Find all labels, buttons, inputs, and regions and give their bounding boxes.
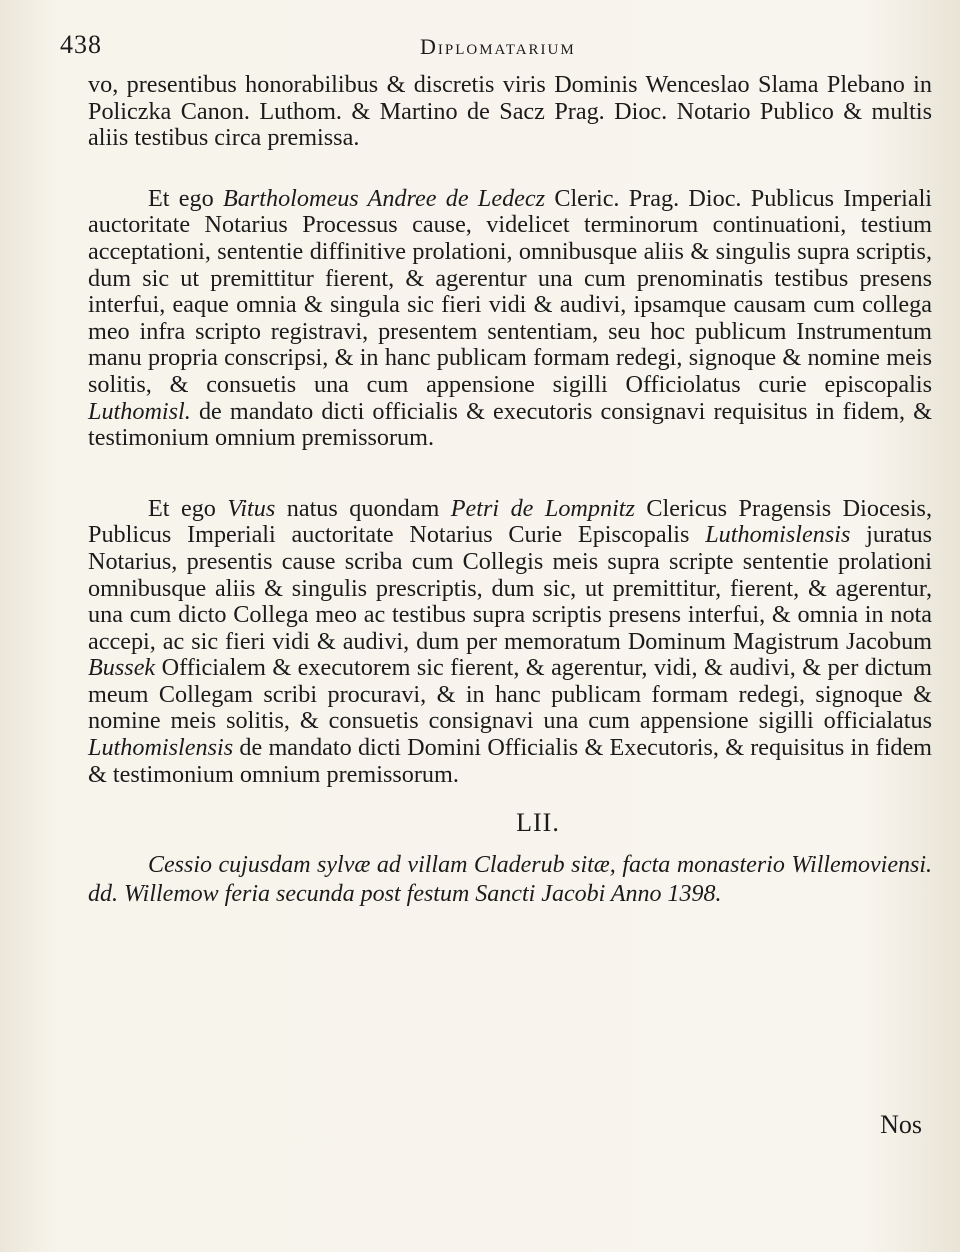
section-number: LII. bbox=[516, 808, 560, 838]
page-number: 438 bbox=[60, 30, 102, 59]
section-summary: Cessio cujusdam sylvæ ad villam Claderub sitæ, facta monasterio Willemoviensi. dd. Willemow feria secunda post festum Sancti Jacobi Anno 1398. bbox=[88, 851, 932, 907]
page-body bbox=[88, 72, 932, 909]
person-name: Bussek bbox=[88, 654, 156, 682]
notary-name: Vitus bbox=[227, 494, 276, 522]
place-name: Luthomislensis bbox=[705, 521, 851, 549]
place-name: Luthomislensis bbox=[88, 734, 234, 762]
paragraph-3: Et ego Vitus natus quondam Petri de Lompnitz Clericus Pragensis Diocesis, Publicus Imperiali auctoritate Notarius Curie Episcopalis Luthomislensis juratus Notarius, presentis cause scriba cum Collegis meis supra scripte sententie prolationi omnibusque aliis & singulis prescriptis, dum sic, ut premittitur, fierent, & agerentur, una cum dicto Collega meo ac testibus supra scriptis presens interfui, & omnia in nota accepi, ac sic fieri vidi & audivi, dum per memoratum Dominum Magistrum Jacobum Bussek Officialem & executorem sic fierent, & agerentur, vidi, & audivi, & per dictum meum Collegam scribi procuravi, & in hanc publicam formam redegi, signoque & nomine meis solitis, & consuetis consignavi una cum appensione sigilli officialatus Luthomislensis de mandato dicti Domini Officialis & Executoris, & requisitus in fidem & testimonium omnium premissorum. bbox=[88, 494, 933, 788]
catchword: Nos bbox=[880, 1110, 922, 1139]
page-header bbox=[60, 30, 930, 66]
paragraph-1: vo, presentibus honorabilibus & discretis viris Dominis Wenceslao Slama Plebano in Policzka Canon. Luthom. & Martino de Sacz Prag. Dioc. Notario Publico & multis aliis testibus circa premissa. bbox=[88, 71, 932, 152]
father-name: Petri de Lompnitz bbox=[450, 494, 635, 522]
place-name: Luthomisl. bbox=[88, 397, 191, 425]
notary-name: Bartholomeus Andree de Ledecz bbox=[222, 184, 546, 212]
running-head: Diplomatarium bbox=[420, 34, 576, 59]
paragraph-2: Et ego Bartholomeus Andree de Ledecz Cleric. Prag. Dioc. Publicus Imperiali auctoritate Notarius Processus cause, videlicet terminorum continuationi, testium acceptationi, sententie diffinitive prolationi, omnibusque aliis & singulis supra scriptis, dum sic ut premittitur fierent, & agerentur una cum prenominatis testibus presens interfui, eaque omnia & singula sic fieri vidi & audivi, ipsamque causam cum collega meo infra scripto registravi, presentem sententiam, seu hoc publicum Instrumentum manu propria conscripsi, & in hanc publicam formam redegi, signoque & nomine meis solitis, & consuetis una cum appensione sigilli Officiolatus curie episcopalis Luthomisl. de mandato dicti officialis & executoris consignavi requisitus in fidem, & testimonium omnium premissorum. bbox=[88, 184, 933, 452]
